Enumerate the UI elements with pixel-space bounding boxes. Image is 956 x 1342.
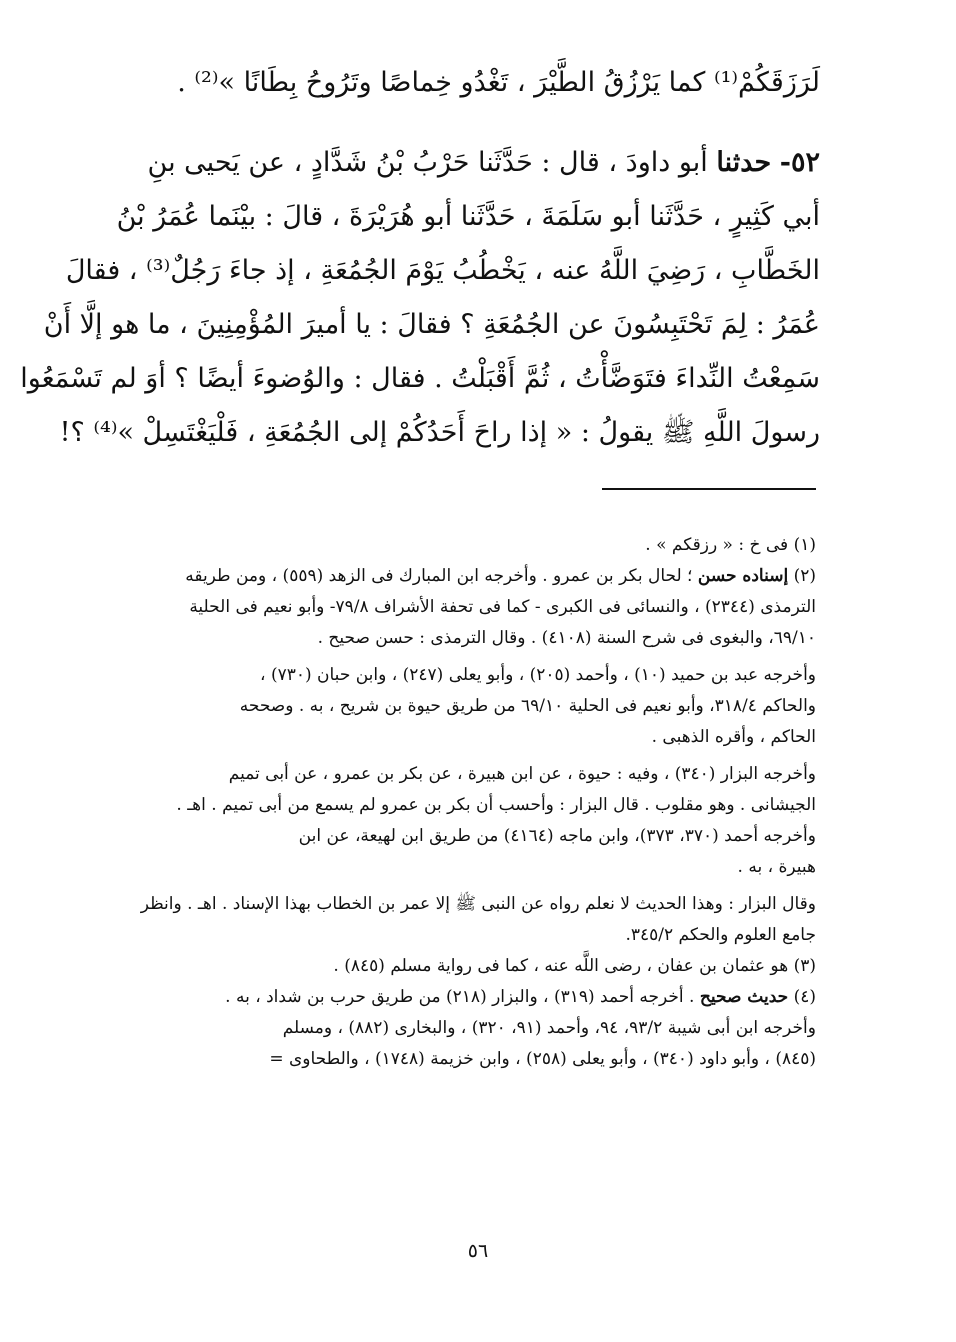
- footnote-line: الجيشانى . وهو مقلوب . قال البزار : وأحسب أن بكر بن عمرو لم يسمع من أبى تميم . اهـ .: [176, 795, 816, 815]
- main-text: [20, 56, 820, 460]
- hadith-line: الخَطَّابِ ، رَضِيَ اللَّهُ عنه ، يَخْطُبُ يَوْمَ الجُمُعَةِ ، إذ جاءَ رَجُلٌ⁽³⁾ ، فقالَ: [65, 255, 820, 286]
- hadith-line: رسولَ اللَّهِ ﷺ يقولُ : « إذا راحَ أَحَدُكُمْ إلى الجُمُعَةِ ، فَلْيَغْتَسِلْ »⁽⁴⁾ ؟!: [59, 417, 820, 448]
- footnote-2: [104, 561, 816, 592]
- main-line: لَرَزَقَكُمْ⁽¹⁾ كما يَرْزُقُ الطَّيْرَ ، تَغْدُو خِماصًا وتَرُوحُ بِطَانًا »⁽²⁾ .: [177, 67, 820, 98]
- hadith-line: عُمَرُ : لِمَ تَحْتَبِسُونَ عن الجُمُعَةِ ؟ فقالَ : يا أميرَ المُؤْمِنِينَ ، ما هو إلَّا أَنْ: [43, 309, 820, 340]
- page-number: ٥٦: [467, 1240, 489, 1262]
- footnote-line: الحاكم ، وأقره الذهبى .: [651, 727, 816, 747]
- footnote-line: الترمذى (٢٣٤٤) ، والنسائى فى الكبرى - كما فى تحفة الأشراف ٧٩/٨- وأبو نعيم فى الحلية: [189, 597, 816, 617]
- footnote-line: وقال البزار : وهذا الحديث لا نعلم رواه عن النبى ﷺ إلا عمر بن الخطاب بهذا الإسناد . اهـ . وانظر: [140, 894, 816, 914]
- footnote-grading: إسناده حسن: [697, 566, 789, 586]
- footnote-text: ؛ لحال بكر بن عمرو . وأخرجه ابن المبارك فى الزهد (٥٥٩) ، ومن طريقه: [185, 566, 693, 586]
- footnote-line: والحاكم ٣١٨/٤، وأبو نعيم فى الحلية ٦٩/١٠ من طريق حيوة بن شريح ، به . وصححه: [239, 696, 816, 716]
- footnote-line: ٦٩/١٠، والبغوى فى شرح السنة (٤١٠٨) . وقال الترمذى : حسن صحيح .: [317, 628, 816, 648]
- footnote-4: [104, 982, 816, 1013]
- footnote-line: وأخرجه أحمد (٣٧٠، ٣٧٣)، وابن ماجه (٤١٦٤) من طريق ابن لهيعة، عن ابن: [298, 826, 816, 846]
- hadith-line: أبي كَثِيرٍ ، حَدَّثَنا أبو سَلَمَةَ ، حَدَّثَنا أبو هُرَيْرَةَ ، قالَ : بيْنَما عُمَرُ بْنُ: [116, 201, 820, 232]
- hadith-lead: حدثنا: [716, 147, 772, 178]
- footnote-1: (١) فى خ : « رزقكم » .: [645, 535, 816, 555]
- footnote-line: هبيرة ، به .: [737, 857, 816, 877]
- footnote-marker: (٤): [793, 987, 816, 1007]
- footnote-3: (٣) هو عثمان بن عفان ، رضى اللَّه عنه ، كما فى رواية مسلم (٨٤٥) .: [333, 956, 816, 976]
- footnotes: [104, 530, 816, 1075]
- footnote-line: وأخرجه عبد بن حميد (١٠) ، وأحمد (٢٠٥) ، وأبو يعلى (٢٤٧) ، وابن حبان (٧٣٠) ،: [260, 665, 816, 685]
- hadith-text: أبو داودَ ، قال : حَدَّثَنا حَرْبُ بْنُ شَدَّادٍ ، عن يَحيى بنِ: [147, 147, 708, 178]
- hadith-line: سَمِعْتُ النِّداءَ فتَوَضَّأْتُ ، ثُمَّ أَقْبَلْتُ . فقال : والوُضوءَ أيضًا ؟ أوَ لم تَسْمَعُوا: [20, 363, 820, 394]
- footnote-text: . أخرجه أحمد (٣١٩) ، والبزار (٢١٨) من طريق حرب بن شداد ، به .: [225, 987, 695, 1007]
- footnote-line: وأخرجه البزار (٣٤٠) ، وفيه : حيوة ، عن ابن هبيرة ، عن بكر بن عمرو ، عن أبى تميم: [228, 764, 816, 784]
- hadith-first-line: [100, 136, 820, 190]
- footnote-line: جامع العلوم والحكم ٣٤٥/٢.: [625, 925, 816, 945]
- footnote-line: وأخرجه ابن أبى شيبة ٩٣/٢، ٩٤، وأحمد (٩١، ٣٢٠) ، والبخارى (٨٨٢) ، ومسلم: [282, 1018, 816, 1038]
- footnote-grading: حديث صحيح: [699, 987, 789, 1007]
- footnote-divider: [602, 488, 816, 490]
- hadith-number: ٥٢-: [779, 147, 820, 178]
- footnote-marker: (٢): [793, 566, 816, 586]
- footnote-line: (٨٤٥) ، وأبو داود (٣٤٠) ، وأبو يعلى (٢٥٨) ، وابن خزيمة (١٧٤٨) ، والطحاوى =: [269, 1049, 816, 1069]
